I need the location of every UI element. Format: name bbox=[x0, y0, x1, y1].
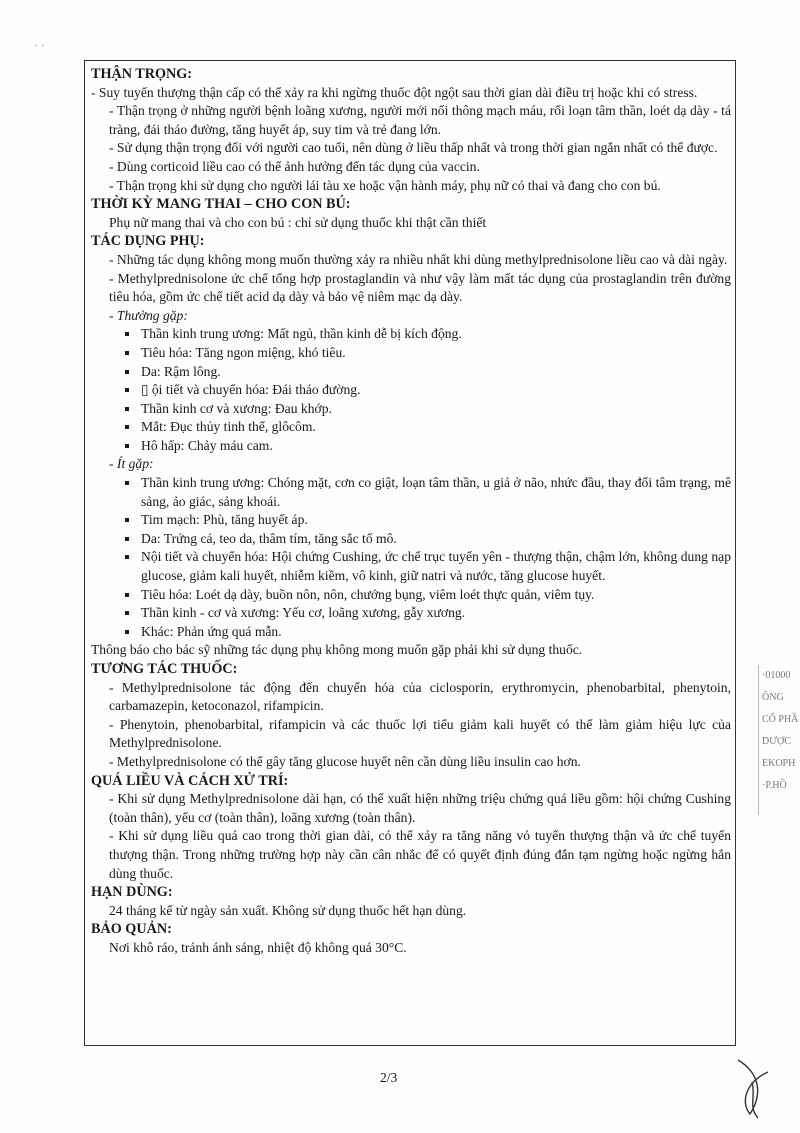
subheading-common: - Thường gặp: bbox=[109, 307, 188, 323]
document-frame bbox=[84, 60, 736, 1046]
paragraph: - Thận trọng ở những người bệnh loãng xương, người mới nối thông mạch máu, rối loạn tâm thần, loét dạ dày - tá tràng, đái tháo đường, tăng huyết áp, suy tim và trẻ đang lớn. bbox=[109, 103, 731, 137]
paragraph: - Methylprednisolone ức chế tổng hợp prostaglandin và như vậy làm mất tác dụng của prostaglandin trên đường tiêu hóa, gồm ức chế tiết acid dạ dày và bảo vệ niêm mạc dạ dày. bbox=[109, 270, 731, 305]
heading-han-dung: HẠN DÙNG: bbox=[91, 884, 173, 901]
paragraph: - Phenytoin, phenobarbital, rifampicin và các thuốc lợi tiểu giảm kali huyết có thể làm giảm hiệu lực của Methylprednisolone. bbox=[109, 716, 731, 751]
paragraph: 24 tháng kể từ ngày sản xuất. Không sử dụng thuốc hết hạn dùng. bbox=[109, 902, 467, 918]
paragraph: - Methylprednisolone có thể gây tăng glucose huyết nên cần dùng liều insulin cao hơn. bbox=[109, 753, 581, 769]
heading-than-trong: THẬN TRỌNG: bbox=[91, 66, 193, 82]
scan-speck: · · bbox=[34, 38, 45, 52]
stamp-line: DƯỢC bbox=[762, 736, 791, 747]
paragraph: - Sử dụng thận trọng đối với người cao tuổi, nên dùng ở liều thấp nhất và trong thời gian ngắn nhất có thể được. bbox=[109, 140, 718, 156]
list-item: Tim mạch: Phù, tăng huyết áp. bbox=[141, 511, 731, 530]
stamp-line: ÔNG bbox=[762, 692, 784, 703]
page-number: 2/3 bbox=[380, 1070, 398, 1085]
paragraph: Phụ nữ mang thai và cho con bú : chỉ sử dụng thuốc khi thật cần thiết bbox=[109, 214, 487, 230]
paragraph: - Khi sử dụng liều quá cao trong thời gian dài, có thể xảy ra tăng năng vỏ tuyến thượng thận và ức chế tuyến thượng thận. Trong những trường hợp này cần cân nhắc để có quyết định đúng đắn tạm ngừng hoặc ngừng hẳn dùng thuốc. bbox=[109, 828, 731, 881]
paragraph: Thông báo cho bác sỹ những tác dụng phụ không mong muốn gặp phải khi sử dụng thuốc. bbox=[91, 642, 583, 658]
paragraph: - Những tác dụng không mong muốn thường xảy ra nhiều nhất khi dùng methylprednisolone liều cao và dài ngày. bbox=[109, 251, 728, 267]
list-item: Mắt: Đục thủy tinh thể, glôcôm. bbox=[141, 418, 731, 437]
list-item: Da: Rậm lông. bbox=[141, 363, 731, 382]
paragraph: - Suy tuyến thượng thận cấp có thể xảy ra khi ngừng thuốc đột ngột sau thời gian dài điều trị hoặc khi có stress. bbox=[91, 84, 698, 100]
heading-qua-lieu: QUÁ LIỀU VÀ CÁCH XỬ TRÍ: bbox=[91, 772, 289, 789]
paragraph: - Methylprednisolone tác động đến chuyển hóa của ciclosporin, erythromycin, phenobarbital, phenytoin, carbamazepin, ketoconazol, rifampicin. bbox=[109, 679, 731, 714]
list-item: Khác: Phản ứng quá mẫn. bbox=[141, 623, 731, 642]
heading-mang-thai: THỜI KỲ MANG THAI – CHO CON BÚ: bbox=[91, 196, 351, 213]
list-item: Thần kinh trung ương: Chóng mặt, cơn co giật, loạn tâm thần, u giả ở não, nhức đầu, thay đổi tâm trạng, mê sảng, ảo giác, sảng khoái. bbox=[141, 474, 731, 511]
paragraph: Nơi khô ráo, tránh ánh sáng, nhiệt độ không quá 30°C. bbox=[109, 939, 407, 955]
list-item: Da: Trứng cá, teo da, thâm tím, tăng sắc tố mô. bbox=[141, 530, 731, 549]
common-effects-list bbox=[91, 325, 731, 455]
paragraph: - Thận trọng khi sử dụng cho người lái tàu xe hoặc vận hành máy, phụ nữ có thai và đang cho con bú. bbox=[109, 177, 661, 193]
list-item: Tiêu hóa: Tăng ngon miệng, khó tiêu. bbox=[141, 344, 731, 363]
stamp-line: CỔ PHẦ bbox=[762, 714, 799, 725]
paragraph: - Dùng corticoid liều cao có thể ảnh hưởng đến tác dụng của vaccin. bbox=[109, 158, 480, 174]
heading-bao-quan: BẢO QUẢN: bbox=[91, 921, 172, 938]
list-item: Thần kinh trung ương: Mất ngủ, thần kinh dễ bị kích động. bbox=[141, 325, 731, 344]
rare-effects-list bbox=[91, 474, 731, 641]
stamp-line: EKOPH bbox=[762, 758, 796, 769]
list-item: Hô hấp: Chảy máu cam. bbox=[141, 437, 731, 456]
heading-tac-dung-phu: TÁC DỤNG PHỤ: bbox=[91, 233, 205, 250]
list-item: Nội tiết và chuyển hóa: Hội chứng Cushing, ức chế trục tuyến yên - thượng thận, chậm lớn, không dung nạp glucose, giảm kali huyết, nhiễm kiềm, vô kinh, giữ natri và nước, tăng glucose huyết. bbox=[141, 548, 731, 585]
subheading-rare: - Ít gặp: bbox=[109, 456, 154, 472]
paragraph: - Khi sử dụng Methylprednisolone dài hạn, có thể xuất hiện những triệu chứng quá liều gồm: hội chứng Cushing (toàn thân), yếu cơ (toàn thân), loãng xương (toàn thân). bbox=[109, 791, 731, 825]
list-item: Tiêu hóa: Loét dạ dày, buồn nôn, nôn, chướng bụng, viêm loét thực quản, viêm tụy. bbox=[141, 586, 731, 605]
signature-mark bbox=[728, 1052, 776, 1122]
list-item: Thần kinh - cơ và xương: Yếu cơ, loãng xương, gẫy xương. bbox=[141, 604, 731, 623]
partial-stamp bbox=[758, 665, 800, 815]
heading-tuong-tac: TƯƠNG TÁC THUỐC: bbox=[91, 661, 238, 677]
stamp-line: ·P.HỒ bbox=[762, 780, 787, 791]
list-item: ▯ ội tiết và chuyển hóa: Đái tháo đường. bbox=[141, 381, 731, 400]
stamp-line: ·01000 bbox=[762, 670, 791, 681]
list-item: Thần kinh cơ và xương: Đau khớp. bbox=[141, 400, 731, 419]
